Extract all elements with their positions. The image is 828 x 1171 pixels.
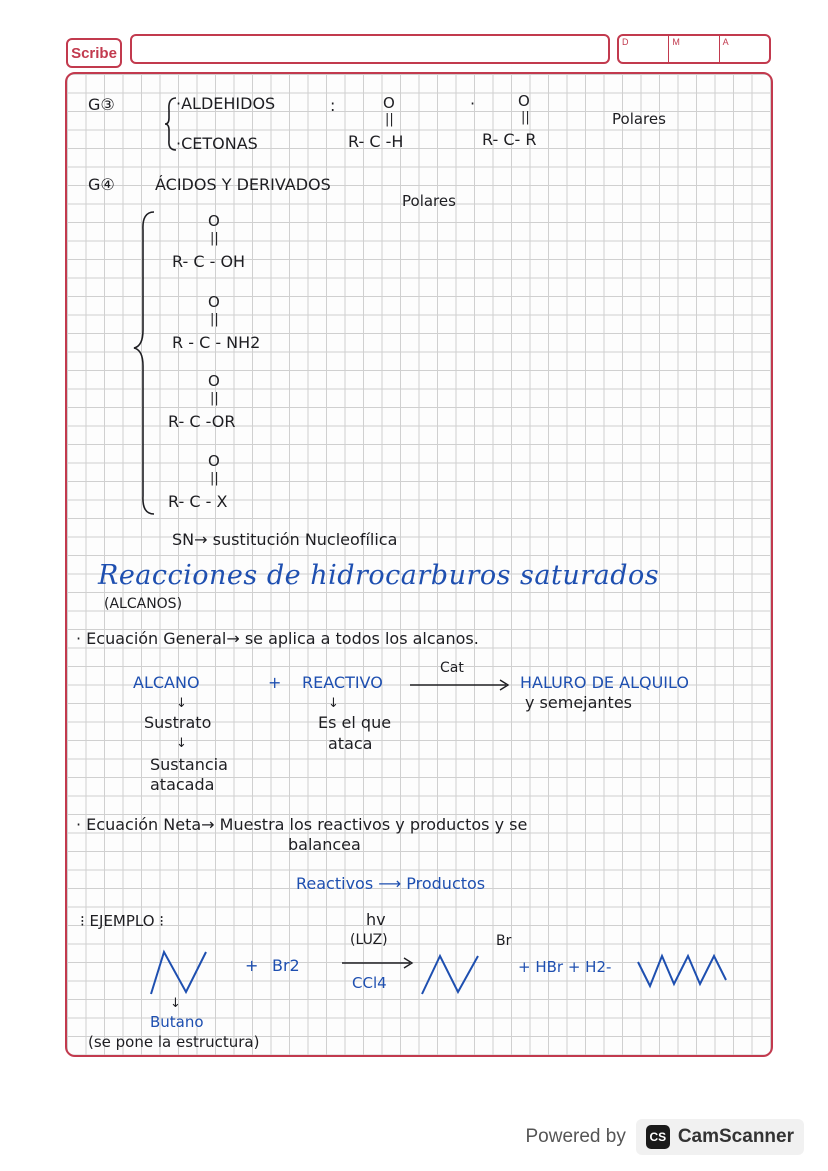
ccl4-label: CCl4 (352, 974, 387, 992)
section-title: Reacciones de hidrocarburos saturados (98, 560, 660, 591)
aldehyde-formula: R- C -H (348, 132, 404, 151)
octane-structure (636, 950, 730, 990)
g3-colon: : (330, 96, 336, 115)
catalyst-label: Cat (440, 660, 464, 676)
general-plus: + (268, 673, 282, 692)
carboxylic-acid-formula: R- C - OH (172, 252, 246, 271)
acyl-halide-oxygen: O (208, 452, 220, 470)
sustancia-label: Sustancia (150, 755, 228, 774)
g4-title: ÁCIDOS Y DERIVADOS (155, 175, 331, 194)
aldehidos-label: ·ALDEHIDOS (176, 94, 276, 113)
camscanner-brand: CamScanner (677, 1126, 794, 1147)
net-reaction: Reactivos ⟶ Productos (296, 874, 486, 893)
alcano-label: ALCANO (133, 673, 200, 692)
ketone-oxygen: O (518, 92, 530, 110)
es-el-que-label: Es el que (318, 713, 392, 732)
acyl-halide-formula: R- C - X (168, 492, 228, 511)
amide-formula: R - C - NH2 (172, 333, 261, 352)
date-fields (617, 34, 771, 64)
ester-oxygen: O (208, 372, 220, 390)
g4-polar-note: Polares (402, 192, 456, 210)
aldehyde-double-bond: || (385, 112, 394, 127)
alcano-down-arrow: ↓ (176, 696, 187, 711)
acyl-halide-double-bond: || (210, 471, 219, 486)
example-reaction-arrow (340, 956, 416, 970)
amide-double-bond: || (210, 312, 219, 327)
date-year: A (722, 37, 729, 47)
semejantes-label: y semejantes (525, 693, 633, 712)
amide-oxygen: O (208, 293, 220, 311)
general-reaction-arrow (408, 678, 512, 692)
scribe-logo: Scribe (66, 38, 122, 68)
acid-oxygen: O (208, 212, 220, 230)
ester-double-bond: || (210, 391, 219, 406)
section-subtitle: (ALCANOS) (104, 596, 183, 612)
ester-formula: R- C -OR (168, 412, 236, 431)
g3-dot: · (470, 94, 476, 113)
net-equation-label-cont: balancea (288, 835, 361, 854)
g4-group-label: G④ (88, 175, 115, 194)
g3-group-label: G③ (88, 95, 115, 114)
structure-note: (se pone la estructura) (88, 1033, 260, 1051)
date-day: D (619, 36, 669, 62)
date-month: M (669, 36, 719, 62)
butano-label: Butano (150, 1013, 204, 1031)
net-equation-label: · Ecuación Neta→ Muestra los reactivos y productos y se (76, 815, 528, 834)
general-equation-label: · Ecuación General→ se aplica a todos los alcanos. (76, 629, 479, 648)
cetonas-label: ·CETONAS (176, 134, 258, 153)
luz-label: (LUZ) (350, 932, 388, 948)
powered-by-text: Powered by (525, 1126, 626, 1147)
example-plus: + (245, 956, 259, 975)
byproducts-label: + HBr + H2- (518, 958, 612, 976)
bromobutane-structure (418, 950, 482, 998)
example-label: ⁝ EJEMPLO ⁝ (80, 912, 165, 930)
ketone-double-bond: || (521, 110, 530, 125)
g3-polar-note: Polares (612, 110, 666, 128)
butane-structure (148, 946, 212, 998)
hv-label: hv (366, 910, 386, 929)
camscanner-footer (525, 1116, 804, 1158)
header-title-field (130, 34, 610, 64)
camscanner-logo-icon: CS (646, 1125, 670, 1149)
reactivo-down-arrow: ↓ (328, 696, 339, 711)
acid-double-bond: || (210, 231, 219, 246)
br2-label: Br2 (272, 956, 300, 975)
ataca-label: ataca (328, 734, 373, 753)
sustrato-label: Sustrato (144, 713, 212, 732)
aldehyde-oxygen: O (383, 94, 395, 112)
ketone-formula: R- C- R (482, 130, 537, 149)
reactivo-label: REACTIVO (302, 673, 383, 692)
br-substituent: Br (496, 933, 512, 949)
g4-brace (132, 210, 158, 516)
atacada-label: atacada (150, 775, 215, 794)
butane-down-arrow: ↓ (170, 996, 181, 1011)
sustrato-down-arrow: ↓ (176, 736, 187, 751)
haluro-label: HALURO DE ALQUILO (520, 673, 689, 692)
sn-note: SN→ sustitución Nucleofílica (172, 530, 398, 549)
camscanner-badge (636, 1119, 804, 1155)
